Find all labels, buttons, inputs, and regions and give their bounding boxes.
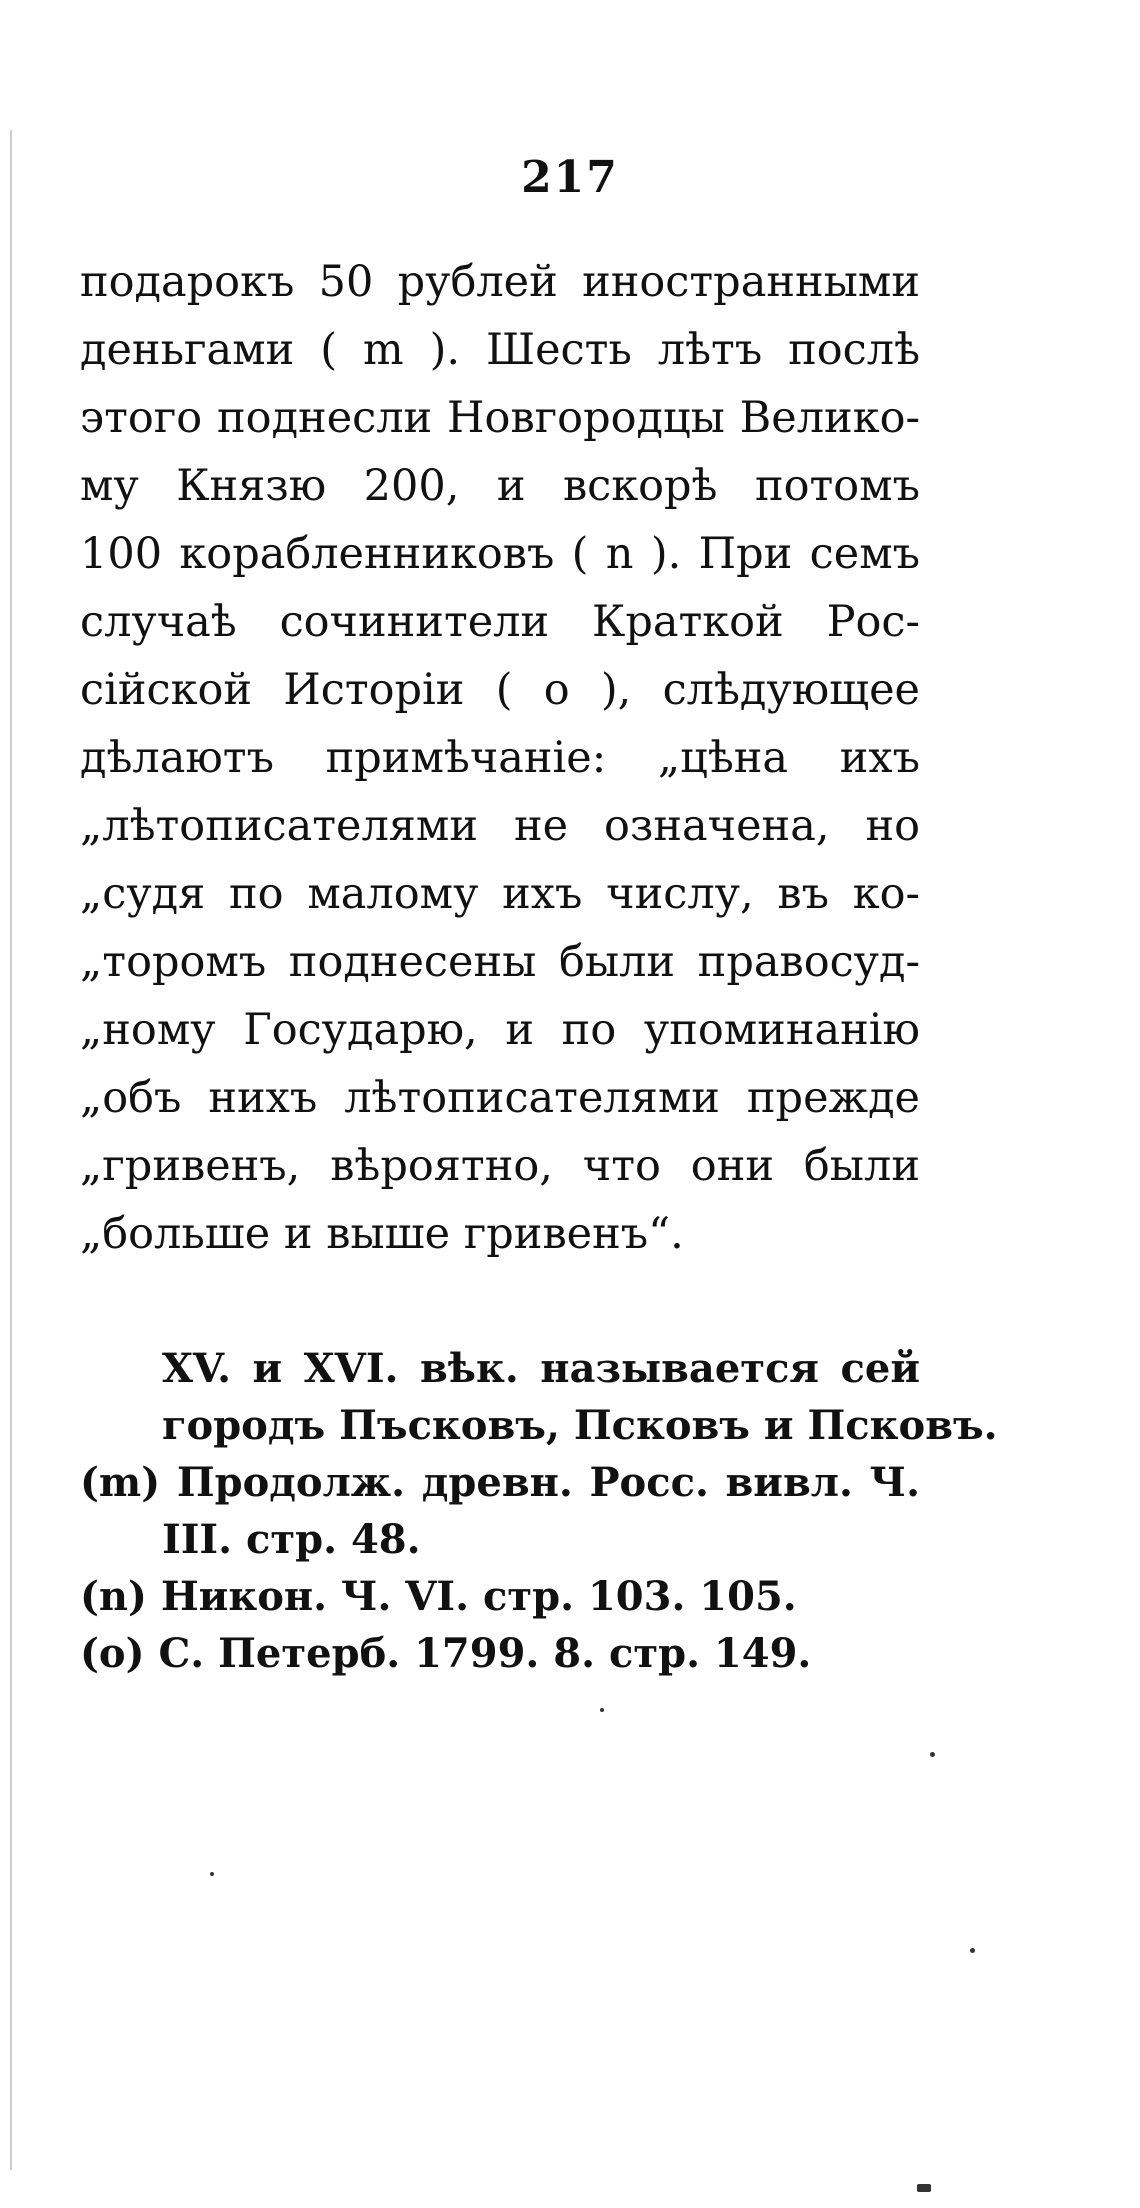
text-line: „лѣтописателями не означена, но bbox=[80, 801, 920, 851]
footnote-line: XV. и XVI. вѣк. называется сей bbox=[162, 1345, 920, 1392]
footnote-o: (o) С. Петерб. 1799. 8. стр. 149. bbox=[80, 1630, 812, 1677]
page-number: 217 bbox=[521, 152, 619, 203]
page-edge-shadow bbox=[10, 130, 12, 2170]
text-line: сiйской Исторiи ( o ), слѣдующее bbox=[80, 665, 920, 715]
footnote-line: III. стр. 48. bbox=[162, 1516, 421, 1563]
text-line: „объ нихъ лѣтописателями прежде bbox=[80, 1073, 920, 1123]
main-text bbox=[80, 248, 920, 1268]
text-line: „судя по малому ихъ числу, въ ко- bbox=[80, 869, 920, 919]
text-line: му Князю 200, и вскорѣ потомъ bbox=[80, 461, 920, 511]
text-line: „больше и выше гривенъ“. bbox=[80, 1209, 684, 1259]
text-line: 100 корабленниковъ ( n ). При семъ bbox=[80, 529, 920, 579]
scan-speck bbox=[930, 1752, 935, 1757]
scan-speck bbox=[210, 1872, 214, 1876]
footnotes bbox=[80, 1340, 998, 1682]
text-line: случаѣ сочинители Краткой Рос- bbox=[80, 597, 920, 647]
text-line: дѣлаютъ примѣчанiе: „цѣна ихъ bbox=[80, 733, 920, 783]
scan-speck bbox=[600, 1708, 604, 1712]
scan-speck bbox=[970, 1948, 975, 1953]
text-line: „торомъ поднесены были правосуд- bbox=[80, 937, 920, 987]
text-line: „гривенъ, вѣроятно, что они были bbox=[80, 1141, 920, 1191]
text-line: деньгами ( m ). Шесть лѣтъ послѣ bbox=[80, 325, 920, 375]
scan-speck bbox=[917, 2184, 931, 2192]
text-line: „ному Государю, и по упоминанiю bbox=[80, 1005, 920, 1055]
text-line: этого поднесли Новгородцы Велико- bbox=[80, 393, 920, 443]
footnote-m: (m) Продолж. древн. Росс. вивл. Ч. bbox=[80, 1459, 920, 1506]
footnote-n: (n) Никон. Ч. VI. стр. 103. 105. bbox=[80, 1573, 797, 1620]
footnote-line: городъ Пъсковъ, Псковъ и Псковъ. bbox=[162, 1402, 998, 1449]
text-line: подарокъ 50 рублей иностранными bbox=[80, 257, 920, 307]
